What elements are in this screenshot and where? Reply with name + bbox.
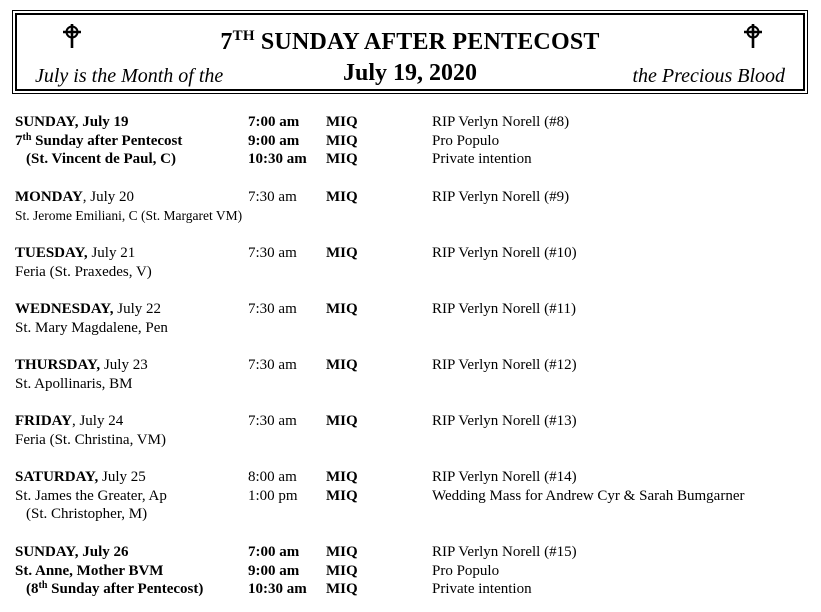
mass-intention: RIP Verlyn Norell (#8) bbox=[432, 114, 570, 130]
day-label-text: St. Mary Magdalene, Pen bbox=[15, 319, 168, 336]
day-entry bbox=[15, 300, 805, 337]
month-dedication-left: July is the Month of the bbox=[35, 65, 224, 87]
day-label-text: July 22 bbox=[113, 301, 162, 317]
day-label bbox=[15, 207, 242, 226]
mass-intention: Pro Populo bbox=[432, 562, 500, 579]
mass-time: 10:30 am bbox=[248, 581, 307, 598]
day-label bbox=[15, 412, 123, 431]
day-label-text: July 25 bbox=[98, 469, 146, 485]
mass-time: 9:00 am bbox=[248, 562, 300, 579]
day-label-bold: THURSDAY, bbox=[15, 357, 101, 373]
mass-time: 10:30 am bbox=[248, 151, 307, 168]
mass-time: 8:00 am bbox=[248, 469, 297, 485]
schedule-line bbox=[15, 468, 805, 487]
day-label bbox=[15, 375, 133, 394]
mass-time: 1:00 pm bbox=[248, 487, 298, 504]
day-label-text: July 23 bbox=[100, 357, 148, 373]
day-label-text: St. James the Greater, Ap bbox=[15, 487, 167, 504]
day-label-bold: SUNDAY, July 19 bbox=[15, 114, 129, 130]
day-label-bold: TUESDAY, bbox=[15, 245, 88, 261]
mass-time: 7:30 am bbox=[248, 189, 297, 205]
celebrant-code: MIQ bbox=[326, 151, 358, 168]
day-label bbox=[15, 300, 161, 319]
schedule-line bbox=[15, 132, 805, 151]
day-label bbox=[15, 468, 146, 487]
day-entry bbox=[15, 244, 805, 281]
schedule-line bbox=[15, 412, 805, 431]
day-label-bold: 7 bbox=[15, 132, 23, 149]
schedule-line bbox=[15, 356, 805, 375]
celebrant-code: MIQ bbox=[326, 245, 358, 261]
schedule-line bbox=[15, 244, 805, 263]
day-label-text: , July 24 bbox=[71, 413, 124, 429]
bulletin-date: July 19, 2020 bbox=[342, 60, 477, 86]
schedule-line bbox=[15, 580, 805, 599]
mass-time: 7:30 am bbox=[248, 413, 297, 429]
schedule-line bbox=[15, 319, 805, 338]
schedule-line bbox=[15, 543, 805, 562]
day-label-bold: MONDAY bbox=[15, 189, 83, 205]
schedule-line bbox=[15, 263, 805, 282]
day-label-bold: St. Anne, Mother BVM bbox=[15, 562, 164, 579]
mass-time: 7:00 am bbox=[248, 544, 300, 560]
celebrant-code: MIQ bbox=[326, 469, 358, 485]
schedule-line bbox=[15, 150, 805, 169]
day-label bbox=[15, 132, 182, 151]
day-entry bbox=[15, 468, 805, 524]
day-label bbox=[15, 487, 167, 506]
schedule-line bbox=[15, 505, 805, 524]
celebrant-code: MIQ bbox=[326, 413, 358, 429]
mass-intention: RIP Verlyn Norell (#14) bbox=[432, 469, 577, 485]
day-label bbox=[15, 431, 166, 450]
page-title: 7TH SUNDAY AFTER PENTECOST bbox=[220, 28, 600, 55]
day-label-bold: Sunday after Pentecost) bbox=[47, 581, 204, 598]
day-entry bbox=[15, 356, 805, 393]
celebrant-code: MIQ bbox=[326, 114, 358, 130]
day-label-bold: (St. Vincent de Paul, C) bbox=[26, 151, 176, 168]
mass-time: 7:30 am bbox=[248, 357, 297, 373]
mass-intention: RIP Verlyn Norell (#11) bbox=[432, 301, 577, 317]
day-label bbox=[15, 319, 168, 338]
mass-time: 7:30 am bbox=[248, 301, 297, 317]
schedule-line bbox=[15, 300, 805, 319]
schedule-line bbox=[15, 375, 805, 394]
day-label bbox=[15, 580, 203, 599]
day-entry bbox=[15, 113, 805, 169]
day-label bbox=[15, 562, 163, 581]
day-label-text: Feria (St. Praxedes, V) bbox=[15, 263, 152, 280]
celebrant-code: MIQ bbox=[326, 562, 358, 579]
day-label-text: St. Apollinaris, BM bbox=[15, 375, 133, 392]
ordinal-suffix: th bbox=[38, 580, 48, 592]
day-label bbox=[15, 263, 152, 282]
day-label-text: , July 20 bbox=[82, 189, 135, 205]
day-label bbox=[15, 188, 134, 207]
schedule-line bbox=[15, 113, 805, 132]
schedule-line bbox=[15, 487, 805, 506]
schedule-line bbox=[15, 188, 805, 207]
day-label bbox=[15, 113, 129, 132]
mass-intention: RIP Verlyn Norell (#9) bbox=[432, 189, 570, 205]
day-label bbox=[15, 244, 135, 263]
day-label-text: Feria (St. Christina, VM) bbox=[15, 431, 166, 448]
day-label-bold: FRIDAY bbox=[15, 413, 72, 429]
ordinal-suffix: th bbox=[22, 131, 32, 143]
day-label bbox=[15, 150, 176, 169]
mass-intention: Pro Populo bbox=[432, 132, 500, 149]
day-label-text: (St. Christopher, M) bbox=[26, 506, 148, 523]
day-entry bbox=[15, 543, 805, 599]
day-label-bold: Sunday after Pentecost bbox=[31, 132, 183, 149]
day-label-text: St. Jerome Emiliani, C (St. Margaret VM) bbox=[15, 207, 243, 223]
mass-intention: RIP Verlyn Norell (#10) bbox=[432, 245, 577, 261]
bulletin-header bbox=[12, 10, 808, 94]
schedule-line bbox=[15, 562, 805, 581]
day-label-bold: SUNDAY, July 26 bbox=[15, 544, 129, 560]
day-label bbox=[15, 505, 147, 524]
day-label bbox=[15, 356, 148, 375]
day-label-bold: (8 bbox=[26, 581, 39, 598]
day-entry bbox=[15, 188, 805, 225]
celebrant-code: MIQ bbox=[326, 132, 358, 149]
mass-intention: RIP Verlyn Norell (#13) bbox=[432, 413, 577, 429]
celebrant-code: MIQ bbox=[326, 357, 358, 373]
mass-time: 7:30 am bbox=[248, 245, 297, 261]
month-dedication-right: the Precious Blood bbox=[632, 65, 785, 87]
mass-intention: Wedding Mass for Andrew Cyr & Sarah Bumgarner bbox=[432, 487, 745, 504]
celebrant-code: MIQ bbox=[326, 189, 358, 205]
schedule-line bbox=[15, 207, 805, 226]
celebrant-code: MIQ bbox=[326, 301, 358, 317]
celebrant-code: MIQ bbox=[326, 544, 358, 560]
mass-intention: RIP Verlyn Norell (#15) bbox=[432, 544, 577, 560]
schedule-line bbox=[15, 431, 805, 450]
day-label bbox=[15, 543, 129, 562]
mass-intention: RIP Verlyn Norell (#12) bbox=[432, 357, 577, 373]
day-label-bold: SATURDAY, bbox=[15, 469, 99, 485]
mass-time: 7:00 am bbox=[248, 114, 300, 130]
celebrant-code: MIQ bbox=[326, 581, 358, 598]
celebrant-code: MIQ bbox=[326, 487, 358, 504]
mass-time: 9:00 am bbox=[248, 132, 300, 149]
header-frame bbox=[15, 13, 805, 91]
day-label-bold: WEDNESDAY, bbox=[15, 301, 114, 317]
day-entry bbox=[15, 412, 805, 449]
mass-intention: Private intention bbox=[432, 151, 532, 168]
day-label-text: July 21 bbox=[87, 245, 136, 261]
mass-intention: Private intention bbox=[432, 581, 532, 598]
